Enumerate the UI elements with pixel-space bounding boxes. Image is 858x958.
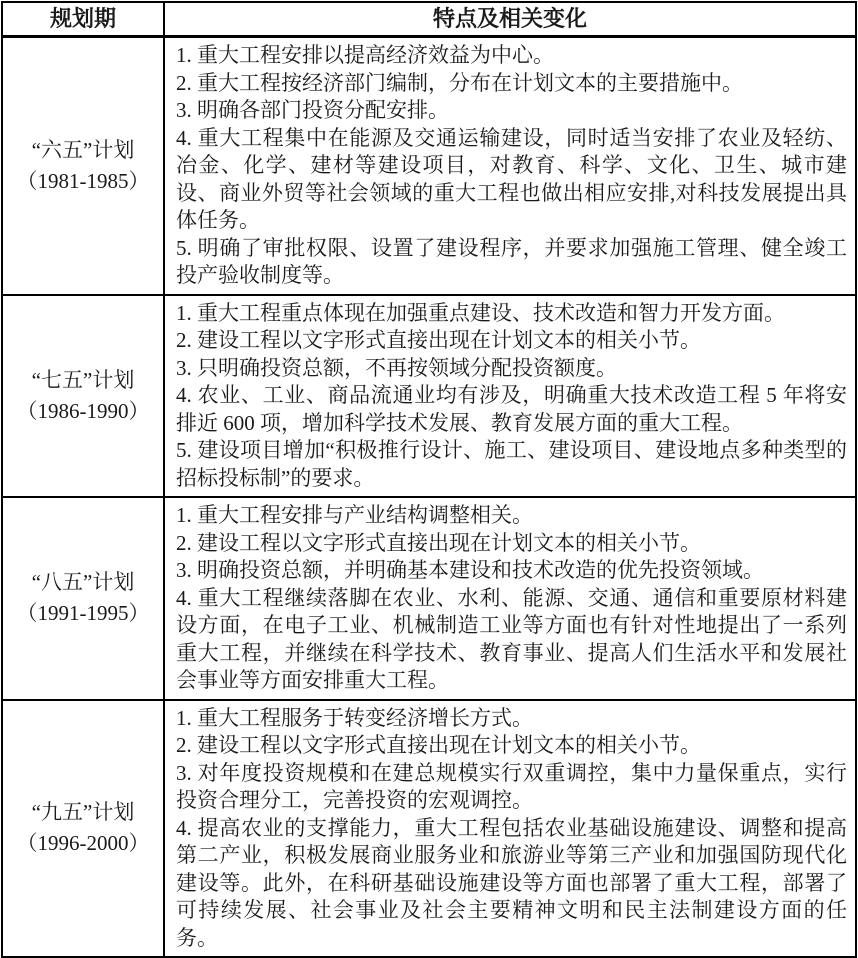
features-cell [164,37,856,295]
features-cell [164,700,856,958]
table-header-row [2,2,856,37]
table-row-8th-plan [2,497,856,700]
features-cell [164,497,856,700]
feature-item: 3. 对年度投资规模和在建总规模实行双重调控，集中力量保重点，实行投资合理分工，完善投资的宏观调控。 [176,760,847,812]
period-name: “八五”计划 [31,570,135,595]
feature-item: 2. 建设工程以文字形式直接出现在计划文本的相关小节。 [176,733,701,757]
planning-periods-table [1,1,857,958]
features-cell [164,295,856,498]
feature-item: 5. 建设项目增加“积极推行设计、施工、建设项目、建设地点多种类型的招标投标制”的要求。 [176,438,847,490]
feature-item: 3. 只明确投资总额，不再按领域分配投资额度。 [176,355,617,380]
feature-item: 1. 重大工程重点体现在加强重点建设、技术改造和智力开发方面。 [176,300,785,325]
column-header-features: 特点及相关变化 [164,2,856,37]
feature-item: 3. 明确投资总额，并明确基本建设和技术改造的优先投资领域。 [176,558,764,582]
feature-item: 5. 明确了审批权限、设置了建设程序，并要求加强施工管理、健全竣工投产验收制度等。 [176,235,847,287]
period-years: （1986-1990） [16,398,150,423]
period-cell [2,700,164,958]
period-cell [2,497,164,700]
feature-item: 4. 重大工程集中在能源及交通运输建设，同时适当安排了农业及轻纺、冶金、化学、建材等建设项目，对教育、科学、文化、卫生、城市建设、商业外贸等社会领域的重大工程也做出相应安排,对科技发展提出具体任务。 [176,125,847,232]
feature-item: 2. 建设工程以文字形式直接出现在计划文本的相关小节。 [176,530,701,555]
period-years: （1991-1995） [16,601,150,626]
feature-item: 4. 农业、工业、商品流通业均有涉及，明确重大技术改造工程 5 年将安排近 600 项，增加科学技术发展、教育发展方面的重大工程。 [176,383,847,435]
period-name: “六五”计划 [31,137,135,162]
feature-item: 1. 重大工程安排与产业结构调整相关。 [176,503,533,527]
feature-item: 2. 重大工程按经济部门编制，分布在计划文本的主要措施中。 [176,70,743,95]
period-cell [2,295,164,498]
feature-item: 1. 重大工程安排以提高经济效益为中心。 [176,43,554,67]
period-name: “七五”计划 [31,367,135,392]
table-row-6th-plan [2,37,856,295]
feature-item: 2. 建设工程以文字形式直接出现在计划文本的相关小节。 [176,328,701,352]
table-row-7th-plan [2,295,856,498]
feature-item: 3. 明确各部门投资分配安排。 [176,98,449,122]
feature-item: 4. 重大工程继续落脚在农业、水利、能源、交通、通信和重要原材料建设方面，在电子工业、机械制造工业等方面也有针对性地提出了一系列重大工程，并继续在科学技术、教育事业、提高人们生活水平和发展社会事业等方面安排重大工程。 [176,585,847,692]
period-years: （1996-2000） [16,831,150,856]
document-page [1,1,857,958]
period-cell [2,37,164,295]
period-years: （1981-1985） [16,168,150,193]
period-name: “九五”计划 [31,800,135,825]
column-header-period: 规划期 [2,2,164,37]
feature-item: 1. 重大工程服务于转变经济增长方式。 [176,705,533,730]
table-row-9th-plan [2,700,856,958]
feature-item: 4. 提高农业的支撑能力，重大工程包括农业基础设施建设、调整和提高第二产业，积极发展商业服务业和旅游业等第三产业和加强国防现代化建设等。此外，在科研基础设施建设等方面也部署了重大工程，部署了可持续发展、社会事业及社会主要精神文明和民主法制建设方面的任务。 [176,815,847,950]
